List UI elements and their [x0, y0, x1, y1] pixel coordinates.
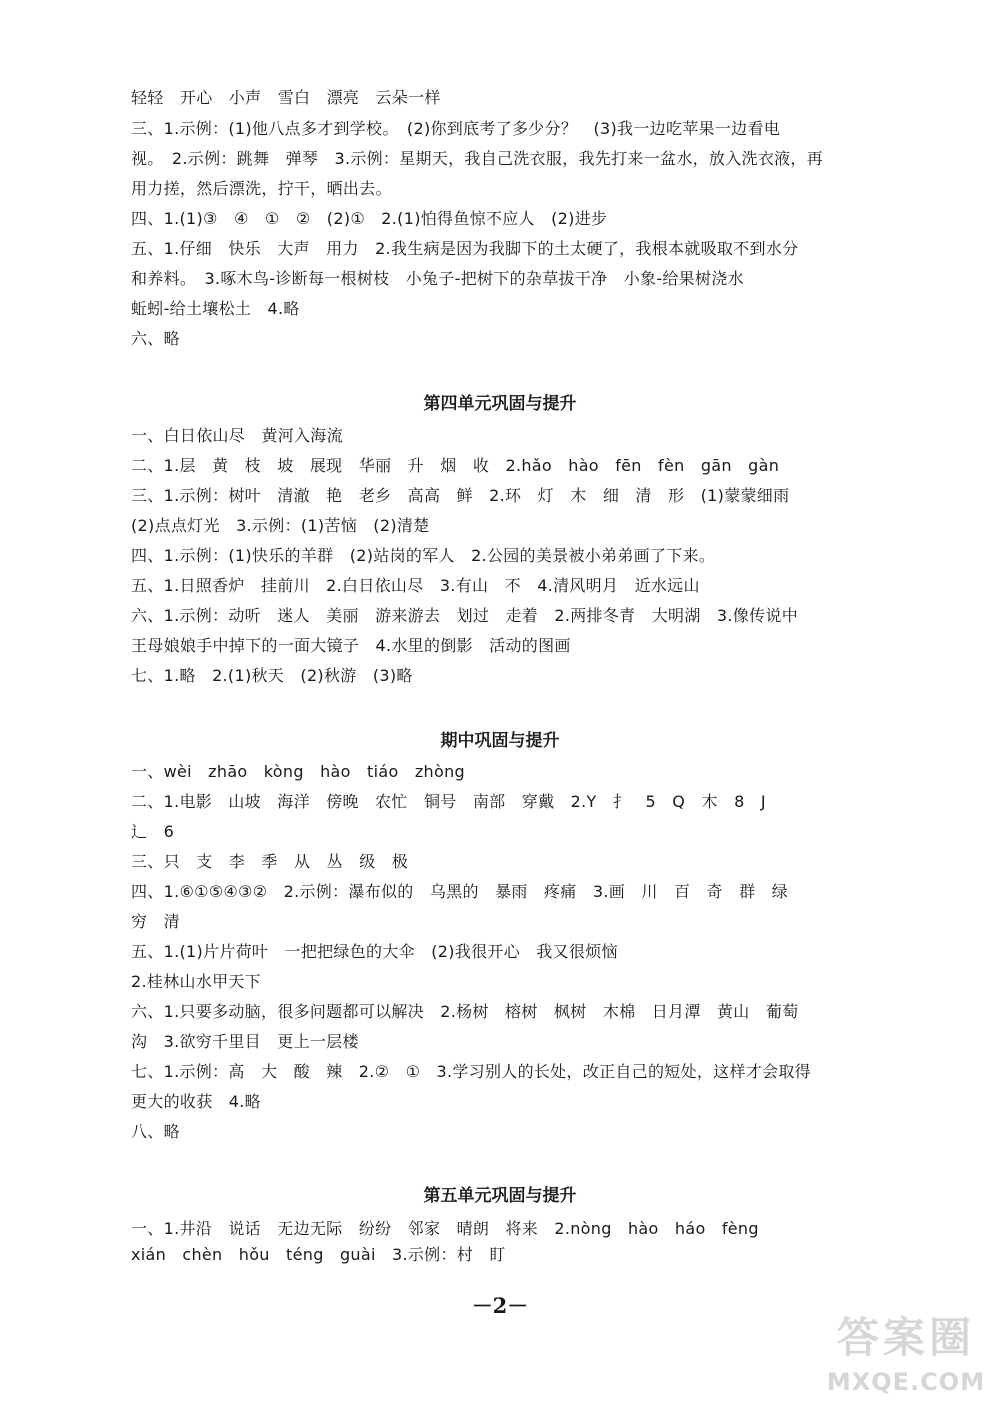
watermark-logo: 答案圈: [836, 1313, 975, 1362]
answer-line: 八、略: [131, 1122, 180, 1141]
answer-line: 六、略: [131, 329, 180, 348]
answer-line: 沟 3.欲穷千里目 更上一层楼: [131, 1032, 359, 1051]
watermark-url: MXQE.COM: [826, 1368, 986, 1396]
answer-line: 五、1.(1)片片荷叶 一把把绿色的大伞 (2)我很开心 我又很烦恼: [131, 942, 618, 961]
answer-line: 更大的收获 4.略: [131, 1092, 261, 1111]
answer-line: 一、白日依山尽 黄河入海流: [131, 426, 343, 445]
answer-line: 六、1.只要多动脑，很多问题都可以解决 2.杨树 榕树 枫树 木棉 日月潭 黄山 葡萄: [131, 1002, 799, 1021]
answer-line: 轻轻 开心 小声 雪白 漂亮 云朵一样: [131, 88, 441, 107]
answer-line: 三、1.示例：(1)他八点多才到学校。 (2)你到底考了多少分？ (3)我一边吃苹果一边看电: [131, 119, 781, 138]
answer-line: 三、1.示例：树叶 清澈 艳 老乡 高高 鲜 2.环 灯 木 细 清 形 (1)蒙蒙细雨: [131, 486, 790, 505]
section-title-midterm: 期中巩固与提升: [440, 731, 560, 751]
answer-line: 用力搓，然后漂洗，拧干，晒出去。: [131, 179, 392, 198]
answer-line: 和养料。 3.啄木鸟-诊断每一根树枝 小兔子-把树下的杂草拔干净 小象-给果树浇水: [131, 269, 744, 288]
section-title-unit5: 第五单元巩固与提升: [423, 1186, 577, 1206]
answer-line: 五、1.仔细 快乐 大声 用力 2.我生病是因为我脚下的土太硬了，我根本就吸取不到水分: [131, 239, 799, 258]
page-number: －2－: [471, 1293, 529, 1318]
answer-line: (2)点点灯光 3.示例：(1)苦恼 (2)清楚: [131, 516, 430, 535]
answer-line: 穷 清: [131, 912, 180, 931]
answer-line: 六、1.示例：动听 迷人 美丽 游来游去 划过 走着 2.两排冬青 大明湖 3.像传说中: [131, 606, 798, 625]
answer-line: 视。 2.示例：跳舞 弹琴 3.示例：星期天，我自己洗衣服，我先打来一盆水，放入洗衣液，再: [131, 149, 824, 168]
section-title-unit4: 第四单元巩固与提升: [423, 394, 577, 414]
answer-line: 三、只 支 李 季 从 丛 级 极: [131, 852, 409, 871]
answer-line: 四、1.⑥①⑤④③② 2.示例：瀑布似的 乌黑的 暴雨 疼痛 3.画 川 百 奇 群 绿: [131, 882, 789, 901]
answer-line: 辶 6: [131, 822, 175, 841]
answer-line: 2.桂林山水甲天下: [131, 972, 261, 991]
answer-line: 二、1.层 黄 枝 坡 展现 华丽 升 烟 收 2.hǎo hào fēn fèn gān gàn: [131, 456, 780, 475]
answer-line: xián chèn hǒu téng guài 3.示例：村 盯: [131, 1245, 506, 1264]
answer-line: 七、1.示例：高 大 酸 辣 2.② ① 3.学习别人的长处，改正自己的短处，这样才会取得: [131, 1062, 811, 1081]
answer-line: 一、1.井沿 说话 无边无际 纷纷 邻家 晴朗 将来 2.nòng hào háo fèng: [131, 1219, 759, 1238]
answer-line: 蚯蚓-给土壤松土 4.略: [131, 299, 300, 318]
answer-line: 四、1.(1)③ ④ ① ② (2)① 2.(1)怕得鱼惊不应人 (2)进步: [131, 209, 608, 228]
answer-line: 七、1.略 2.(1)秋天 (2)秋游 (3)略: [131, 666, 413, 685]
answer-line: 四、1.示例：(1)快乐的羊群 (2)站岗的军人 2.公园的美景被小弟弟画了下来。: [131, 546, 716, 565]
answer-line: 五、1.日照香炉 挂前川 2.白日依山尽 3.有山 不 4.清风明月 近水远山: [131, 576, 700, 595]
answer-line: 王母娘娘手中掉下的一面大镜子 4.水里的倒影 活动的图画: [131, 636, 571, 655]
answer-line: 二、1.电影 山坡 海洋 傍晚 农忙 铜号 南部 穿戴 2.Y 扌 5 Q 木 8 J: [131, 792, 766, 811]
answer-line: 一、wèi zhāo kòng hào tiáo zhòng: [131, 762, 465, 781]
